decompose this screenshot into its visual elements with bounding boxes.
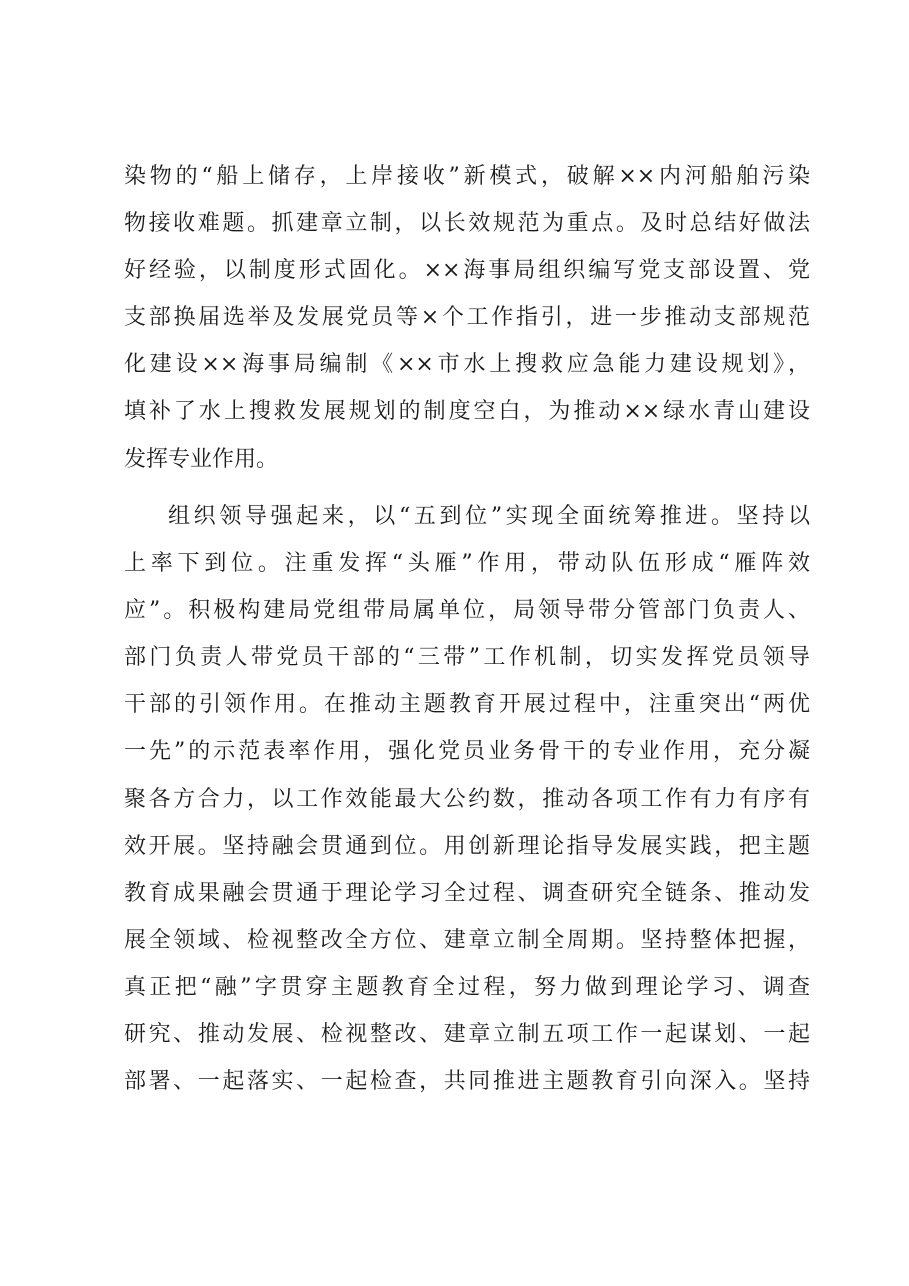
text-line: 展全领域、检视整改全方位、建章立制全周期。坚持整体把握， [124,927,810,953]
text-line: 研究、推动发展、检视整改、建章立制五项工作一起谋划、一起 [124,1022,810,1048]
text-line: 支部换届选举及发展党员等×个工作指引，进一步推动支部规范 [124,305,810,331]
paragraph [124,160,810,490]
text-line: 一先”的示范表率作用，强化党员业务骨干的专业作用，充分凝 [124,739,810,765]
text-line: 应”。积极构建局党组带局属单位，局领导带分管部门负责人、 [124,598,810,624]
text-line: 好经验，以制度形式固化。××海事局组织编写党支部设置、党 [124,258,810,284]
text-line: 物接收难题。抓建章立制，以长效规范为重点。及时总结好做法 [124,211,810,237]
text-line: 部署、一起落实、一起检查，共同推进主题教育引向深入。坚持 [124,1069,810,1095]
text-line: 填补了水上搜救发展规划的制度空白，为推动××绿水青山建设 [124,399,810,425]
text-line: 干部的引领作用。在推动主题教育开展过程中，注重突出“两优 [124,692,810,718]
text-line: 真正把“融”字贯穿主题教育全过程，努力做到理论学习、调查 [124,974,810,1000]
paragraph [124,500,810,1112]
text-line: 部门负责人带党员干部的“三带”工作机制，切实发挥党员领导 [124,645,810,671]
text-line: 发挥专业作用。 [124,446,279,472]
text-line: 聚各方合力，以工作效能最大公约数，推动各项工作有力有序有 [124,786,810,812]
text-line: 教育成果融会贯通于理论学习全过程、调查研究全链条、推动发 [124,880,810,906]
text-line: 组织领导强起来，以“五到位”实现全面统筹推进。坚持以 [168,504,810,529]
text-line: 上率下到位。注重发挥“头雁”作用，带动队伍形成“雁阵效 [124,551,810,577]
text-line: 化建设××海事局编制《××市水上搜救应急能力建设规划》， [124,352,810,378]
text-line: 染物的“船上储存，上岸接收”新模式，破解××内河船舶污染 [124,164,810,189]
text-line: 效开展。坚持融会贯通到位。用创新理论指导发展实践，把主题 [124,833,810,859]
